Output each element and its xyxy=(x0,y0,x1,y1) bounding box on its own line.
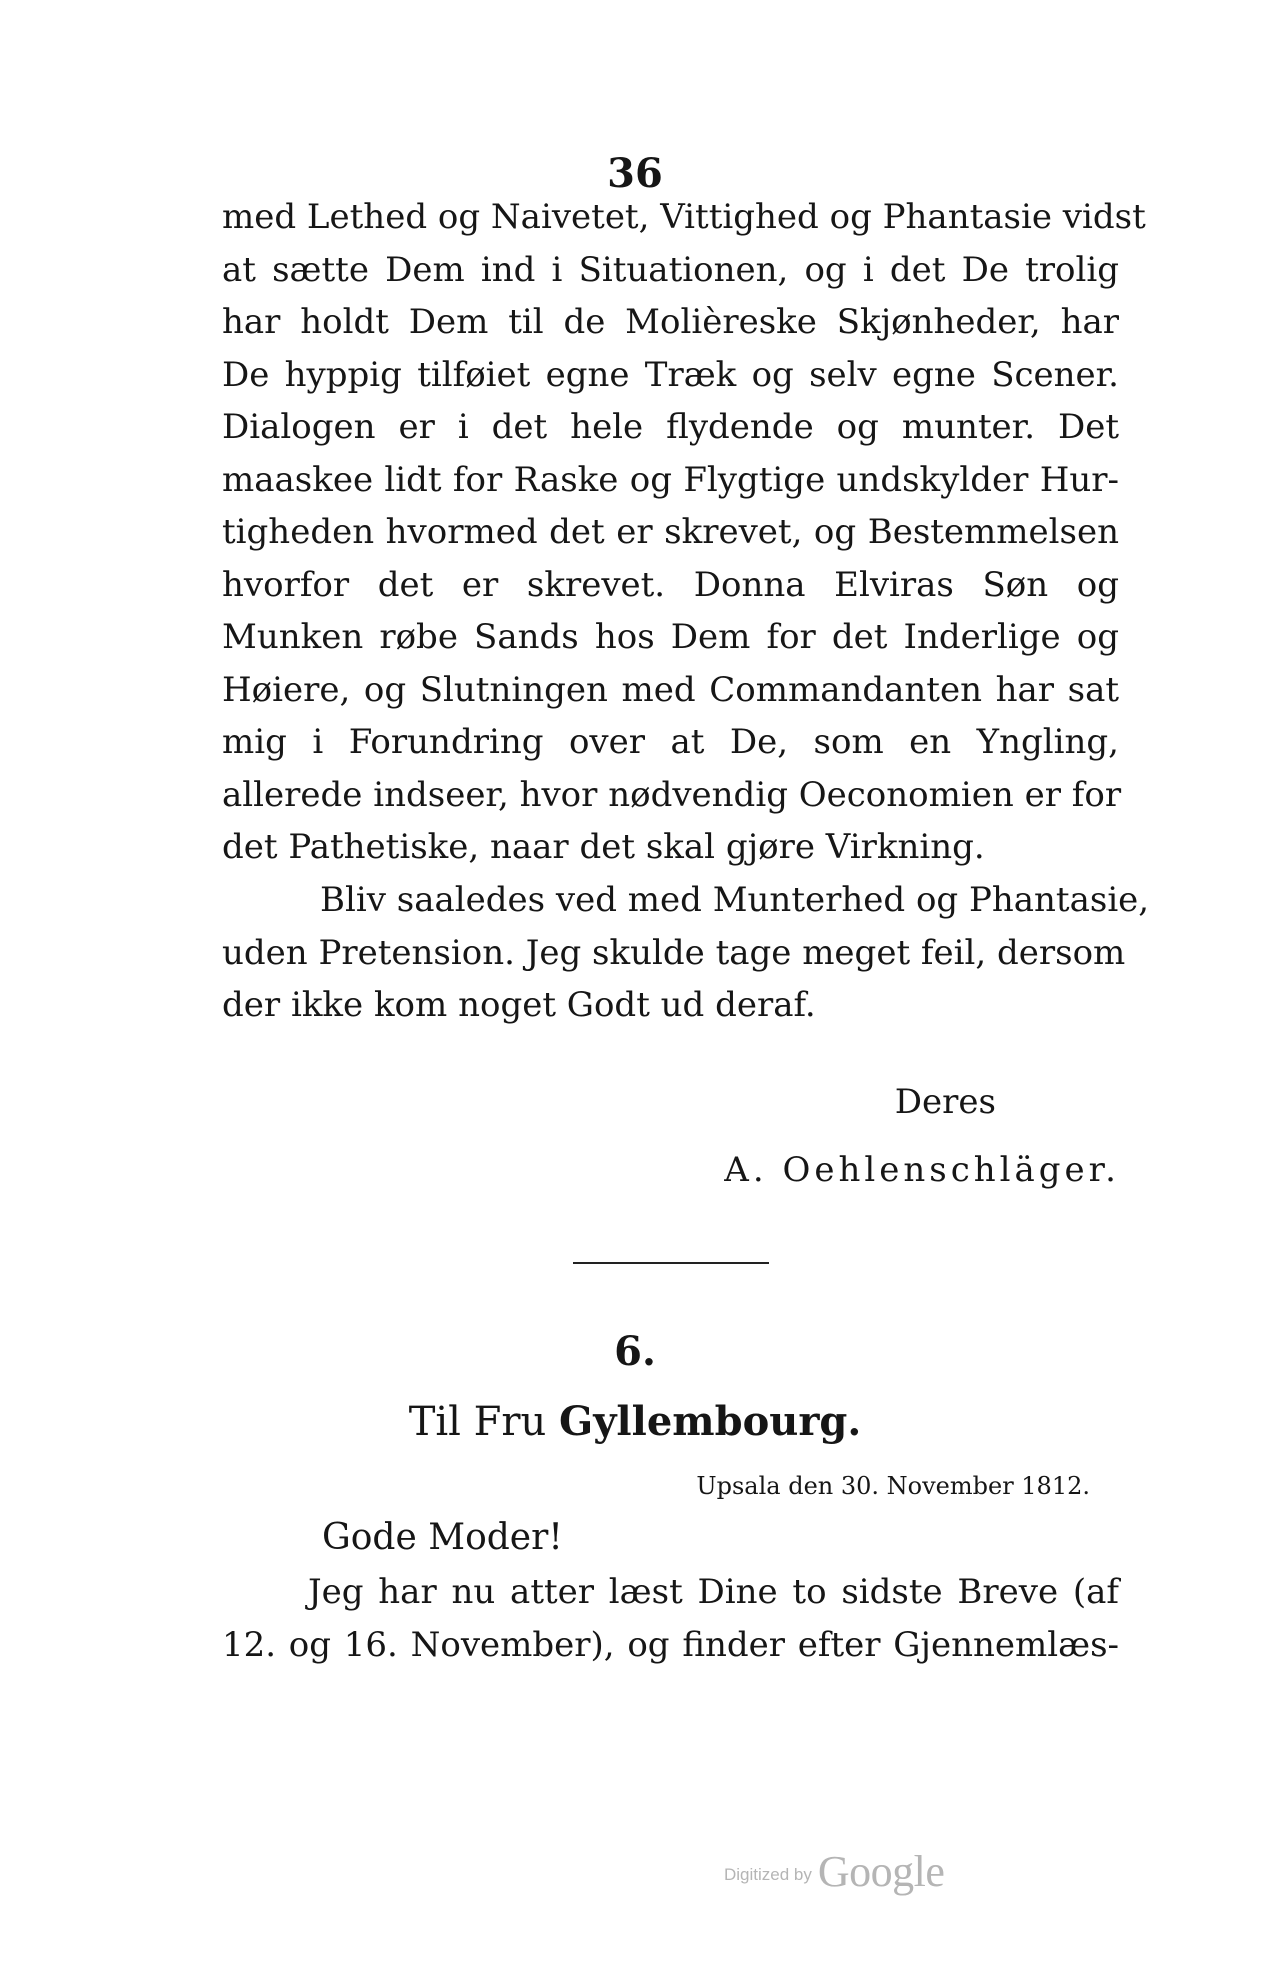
letter-dateline: Upsala den 30. November 1812. xyxy=(696,1472,1090,1500)
text-line: tigheden hvormed det er skrevet, og Bestemmelsen xyxy=(222,512,1119,552)
heading-recipient: Gyllembourg. xyxy=(559,1398,862,1445)
watermark-prefix: Digitized by xyxy=(724,1865,812,1884)
text-line: Jeg har nu atter læst Dine to sidste Breve (af xyxy=(308,1572,1119,1612)
text-line: med Lethed og Naivetet, Vittighed og Phantasie vidst xyxy=(222,197,1146,237)
text-line: Høiere, og Slutningen med Commandanten har sat xyxy=(222,669,1119,710)
text-line: Bliv saaledes ved med Munterhed og Phantasie, xyxy=(320,880,1150,920)
letter-salutation: Gode Moder! xyxy=(322,1517,563,1558)
text-line: allerede indseer, hvor nødvendig Oeconomien er for xyxy=(222,774,1122,815)
letter-signature: A. Oehlenschläger. xyxy=(724,1150,1120,1190)
section-divider xyxy=(573,1262,769,1264)
section-heading xyxy=(0,1398,1270,1445)
text-line: 12. og 16. November), og finder efter Gjennemlæs- xyxy=(222,1624,1119,1665)
text-line: har holdt Dem til de Molièreske Skjønheder, har xyxy=(222,302,1119,342)
text-line: uden Pretension. Jeg skulde tage meget feil, dersom xyxy=(222,932,1126,973)
section-number: 6. xyxy=(614,1328,656,1375)
text-line: Dialogen er i det hele flydende og munter. Det xyxy=(222,407,1119,447)
digitized-watermark xyxy=(724,1846,944,1897)
text-line: der ikke kom noget Godt ud deraf. xyxy=(222,985,816,1025)
letter-closing: Deres xyxy=(894,1082,996,1122)
text-line: det Pathetiske, naar det skal gjøre Virkning. xyxy=(222,827,985,867)
google-logo: Google xyxy=(817,1847,945,1896)
letter-paragraph-2 xyxy=(222,874,1150,1032)
heading-prefix: Til Fru xyxy=(408,1399,547,1445)
text-line: Munken røbe Sands hos Dem for det Inderlige og xyxy=(222,617,1119,657)
text-line: at sætte Dem ind i Situationen, og i det De trolig xyxy=(222,249,1119,290)
page-number: 36 xyxy=(607,150,663,197)
text-line: maaskee lidt for Raske og Flygtige undskylder Hur- xyxy=(222,459,1119,500)
letter-paragraph-1 xyxy=(222,191,1146,874)
text-line: De hyppig tilføiet egne Træk og selv egne Scener. xyxy=(222,354,1119,395)
letter-opening-paragraph xyxy=(222,1566,1119,1671)
text-line: mig i Forundring over at De, som en Yngling, xyxy=(222,722,1119,762)
text-line: hvorfor det er skrevet. Donna Elviras Søn og xyxy=(222,564,1119,605)
